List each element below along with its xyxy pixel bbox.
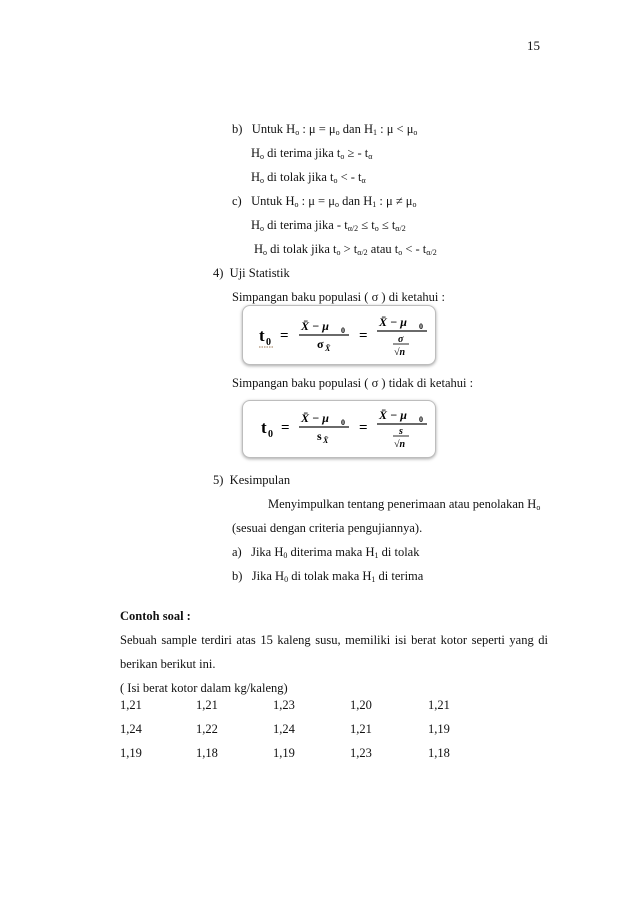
sub: 1 [372, 128, 377, 137]
text: di terima jika t [264, 146, 341, 160]
sub: o [413, 128, 418, 137]
marker: a) [232, 545, 242, 559]
sub: o [336, 248, 341, 257]
text: Jika H [251, 569, 285, 583]
text: di terima jika - t [264, 218, 348, 232]
criterion-b-alt: : μ < μ [376, 122, 414, 136]
f1-den-sub: X̄ [325, 344, 331, 353]
text: > t [340, 242, 358, 256]
text: Jika H [251, 545, 284, 559]
sub: o [333, 176, 338, 185]
sub: o [412, 200, 417, 209]
sub: o [295, 128, 300, 137]
conclusion-line1 [268, 497, 540, 512]
table-cell: 1,21 [350, 722, 372, 736]
sub: o [294, 200, 299, 209]
page-number: 15 [527, 38, 540, 53]
example-caption: ( Isi berat kotor dalam kg/kaleng) [120, 681, 288, 695]
text: ≥ - t [344, 146, 369, 160]
table-cell: 1,24 [120, 722, 142, 736]
f1-num2-sub: 0 [419, 322, 423, 331]
text: atau t [367, 242, 399, 256]
unknown-sigma-text: Simpangan baku populasi ( σ ) tidak di ketahui : [232, 376, 474, 390]
criterion-c-hyp: : μ = μ [298, 194, 335, 208]
sub: o [334, 200, 339, 209]
text: di tolak jika t [264, 170, 334, 184]
table-cell: 1,22 [196, 722, 218, 736]
sub: 1 [372, 200, 377, 209]
f1-den2-top: σ [398, 334, 404, 345]
table-cell: 1,23 [350, 746, 372, 760]
text: di tolak maka H [288, 569, 372, 583]
text: Menyimpulkan tentang penerimaan atau penolakan H [268, 497, 537, 511]
example-para-line1: Sebuah sample terdiri atas 15 kaleng susu, memiliki isi berat kotor seperti yang di [120, 633, 548, 647]
section-4-heading [213, 266, 290, 281]
sub: o [398, 248, 403, 257]
sub: 0 [284, 575, 289, 584]
sub: 1 [371, 575, 376, 584]
table-cell: 1,19 [120, 746, 142, 760]
sub: o [374, 224, 379, 233]
sub: o [260, 176, 265, 185]
f1-eq: = [280, 328, 289, 344]
criterion-c-accept [251, 218, 406, 233]
f2-den: s [317, 429, 322, 443]
table-cell: 1,18 [196, 746, 218, 760]
section-number: 4) [213, 266, 224, 280]
sub: o [335, 128, 340, 137]
f2-eq2: = [359, 420, 368, 436]
sub: α/2 [395, 224, 406, 233]
f1-num-sub: 0 [341, 326, 345, 335]
sub: α [368, 152, 373, 161]
example-heading: Contoh soal : [120, 609, 191, 623]
conclusion-b [232, 569, 423, 584]
formula-unknown-sigma [243, 401, 435, 457]
f1-lhs-sub: 0 [266, 337, 271, 348]
criterion-b-reject [251, 170, 366, 185]
text: diterima maka H [287, 545, 375, 559]
f2-num: X̄ − μ [301, 411, 329, 425]
f2-lhs-sub: 0 [268, 429, 273, 440]
sub: α/2 [347, 224, 359, 233]
text: H [254, 242, 264, 256]
table-cell: 1,21 [196, 698, 218, 712]
text: < - t [337, 170, 362, 184]
text: di tolak [378, 545, 420, 559]
conclusion-a [232, 545, 419, 560]
f2-den2-bottom: √n [394, 439, 406, 450]
sub: o [340, 152, 345, 161]
table-cell: 1,19 [428, 722, 450, 736]
f1-lhs: t [259, 326, 265, 345]
section-title: Kesimpulan [229, 473, 291, 487]
sub: o [260, 152, 265, 161]
sub: 0 [283, 551, 288, 560]
f2-eq: = [281, 420, 290, 436]
criterion-b-hyp: : μ = μ [299, 122, 336, 136]
marker: b) [232, 569, 243, 583]
f2-num2: X̄ − μ [379, 408, 407, 422]
criterion-b-accept [251, 146, 372, 161]
conclusion-line2: (sesuai dengan criteria pengujiannya). [232, 521, 423, 535]
sub: 1 [374, 551, 379, 560]
example-para-line2: berikan berikut ini. [120, 657, 216, 671]
table-cell: 1,21 [428, 698, 450, 712]
criterion-c-line [232, 194, 417, 209]
sub: α/2 [426, 248, 437, 257]
known-sigma-text: Simpangan baku populasi ( σ ) di ketahui : [232, 290, 445, 304]
text: < - t [402, 242, 427, 256]
formula-box-known-sigma [242, 305, 436, 365]
table-cell: 1,23 [273, 698, 295, 712]
f2-den-sub: X̄ [323, 436, 329, 445]
criterion-c-reject [254, 242, 437, 257]
sub: α [361, 176, 366, 185]
text: H [251, 170, 261, 184]
f2-num2-sub: 0 [419, 415, 423, 424]
section-title: Uji Statistik [229, 266, 290, 280]
text: di terima [375, 569, 424, 583]
criterion-b-line [232, 122, 417, 137]
criterion-b-prefix: Untuk H [251, 122, 296, 136]
f1-den2-bottom: √n [394, 347, 406, 358]
f2-num-sub: 0 [341, 418, 345, 427]
sub: o [536, 503, 541, 512]
criterion-b-marker: b) [232, 122, 243, 136]
table-cell: 1,21 [120, 698, 142, 712]
criterion-b-dan: dan H [339, 122, 373, 136]
section-5-heading [213, 473, 290, 488]
f2-den2-top: s [399, 426, 403, 437]
criterion-c-prefix: Untuk H [251, 194, 295, 208]
f1-eq2: = [359, 328, 368, 344]
f1-num2: X̄ − μ [379, 315, 407, 329]
sub: α/2 [357, 248, 368, 257]
sub: o [263, 248, 268, 257]
criterion-c-dan: dan H [338, 194, 373, 208]
table-cell: 1,24 [273, 722, 295, 736]
f2-lhs: t [261, 418, 267, 437]
f1-den: σ [317, 337, 324, 351]
text: ≤ t [378, 218, 396, 232]
sub: o [260, 224, 265, 233]
table-cell: 1,18 [428, 746, 450, 760]
text: di tolak jika t [267, 242, 337, 256]
text: H [251, 218, 261, 232]
text: ≤ t [358, 218, 375, 232]
formula-box-unknown-sigma [242, 400, 436, 458]
criterion-c-alt: : μ ≠ μ [376, 194, 413, 208]
table-cell: 1,19 [273, 746, 295, 760]
formula-known-sigma [243, 306, 435, 364]
f1-num: X̄ − μ [301, 319, 329, 333]
table-cell: 1,20 [350, 698, 372, 712]
criterion-c-marker: c) [232, 194, 242, 208]
text: H [251, 146, 261, 160]
section-number: 5) [213, 473, 224, 487]
